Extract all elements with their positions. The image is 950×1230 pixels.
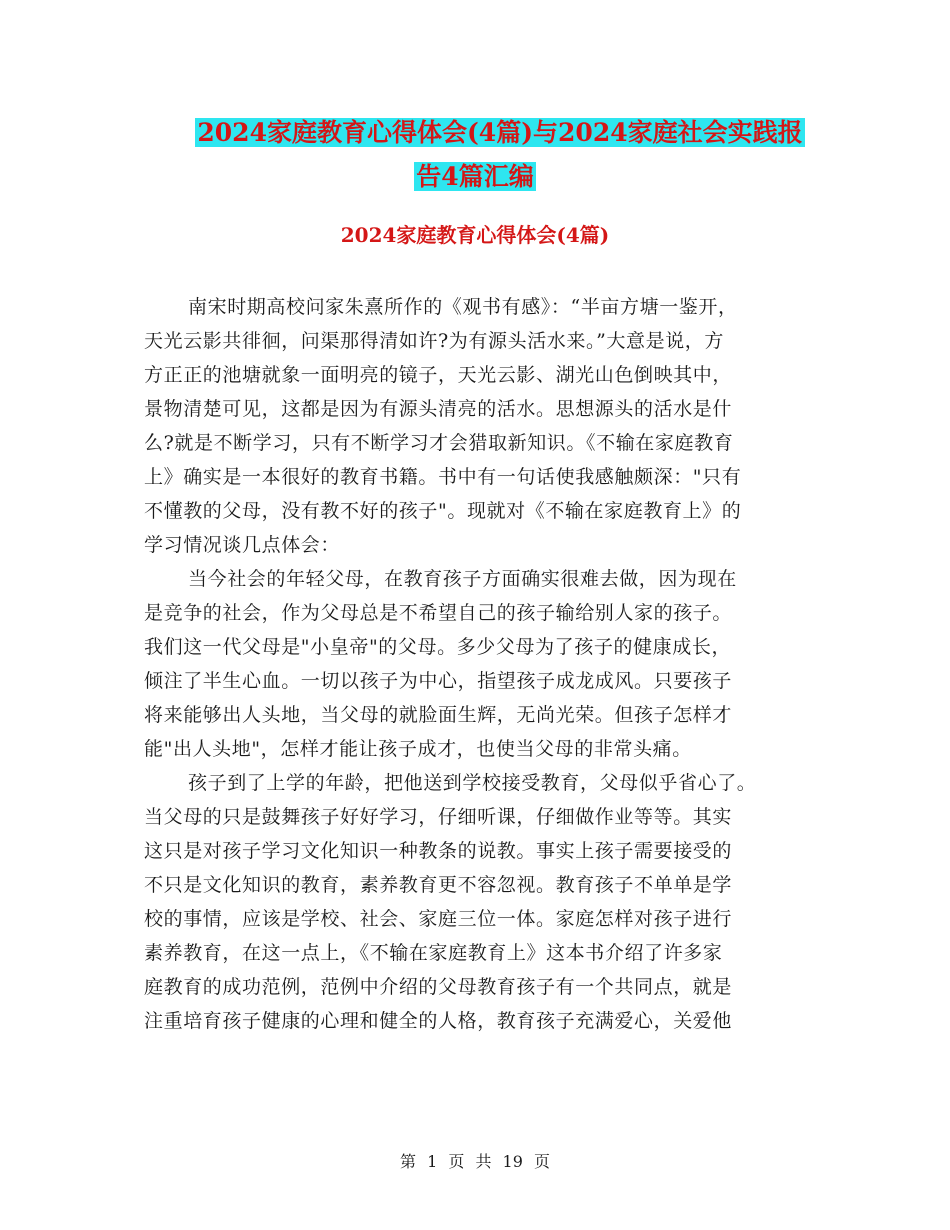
paragraph-line: 南宋时期高校问家朱熹所作的《观书有感》：“半亩方塘一鉴开，: [188, 296, 738, 318]
paragraph-line: 孩子到了上学的年龄，把他送到学校接受教育，父母似乎省心了。: [188, 772, 757, 794]
paragraph-line: 么?就是不断学习，只有不断学习才会猎取新知识。《不输在家庭教育: [144, 432, 734, 454]
title-highlight-2: 告4篇汇编: [416, 162, 534, 191]
paragraph-line: 学习情况谈几点体会：: [144, 534, 341, 556]
paragraph-line: 将来能够出人头地，当父母的就脸面生辉，无尚光荣。但孩子怎样才: [144, 704, 733, 726]
paragraph-line: 校的事情，应该是学校、社会、家庭三位一体。家庭怎样对孩子进行: [144, 908, 733, 930]
title-highlight-1: 2024家庭教育心得体会(4篇)与2024家庭社会实践报: [197, 118, 803, 147]
paragraph-line: 景物清楚可见，这都是因为有源头清亮的活水。思想源头的活水是什: [144, 398, 733, 420]
section-title: 2024家庭教育心得体会(4篇): [340, 223, 610, 247]
paragraph-line: 注重培育孩子健康的心理和健全的人格，教育孩子充满爱心，关爱他: [144, 1010, 733, 1032]
paragraph-line: 天光云影共徘徊，问渠那得清如许?为有源头活水来。”大意是说，方: [144, 330, 725, 352]
paragraph-line: 方正正的池塘就象一面明亮的镜子，天光云影、湖光山色倒映其中，: [144, 364, 733, 386]
paragraph-line: 不只是文化知识的教育，素养教育更不容忽视。教育孩子不单单是学: [144, 874, 733, 896]
paragraph-line: 能"出人头地"，怎样才能让孩子成才，也使当父母的非常头痛。: [144, 738, 692, 760]
paragraph-line: 倾注了半生心血。一切以孩子为中心，指望孩子成龙成风。只要孩子: [144, 670, 733, 692]
paragraph-line: 当今社会的年轻父母，在教育孩子方面确实很难去做，因为现在: [188, 568, 737, 590]
paragraph-line: 不懂教的父母，没有教不好的孩子"。现就对《不输在家庭教育上》的: [144, 500, 742, 522]
paragraph-line: 素养教育，在这一点上，《不输在家庭教育上》这本书介绍了许多家: [144, 942, 723, 964]
page-number-footer: 第 1 页 共 19 页: [400, 1152, 550, 1171]
paragraph-line: 庭教育的成功范例，范例中介绍的父母教育孩子有一个共同点，就是: [144, 976, 733, 998]
paragraph-line: 是竞争的社会，作为父母总是不希望自己的孩子输给别人家的孩子。: [144, 602, 733, 624]
document-title-line-1: [25, 111, 950, 155]
paragraph-line: 上》确实是一本很好的教育书籍。书中有一句话使我感触颇深："只有: [144, 466, 742, 488]
document-title-line-2: [0, 155, 950, 199]
paragraph-line: 当父母的只是鼓舞孩子好好学习，仔细听课，仔细做作业等等。其实: [144, 806, 733, 828]
paragraph-line: 我们这一代父母是"小皇帝"的父母。多少父母为了孩子的健康成长，: [144, 636, 732, 658]
paragraph-line: 这只是对孩子学习文化知识一种教条的说教。事实上孩子需要接受的: [144, 840, 733, 862]
